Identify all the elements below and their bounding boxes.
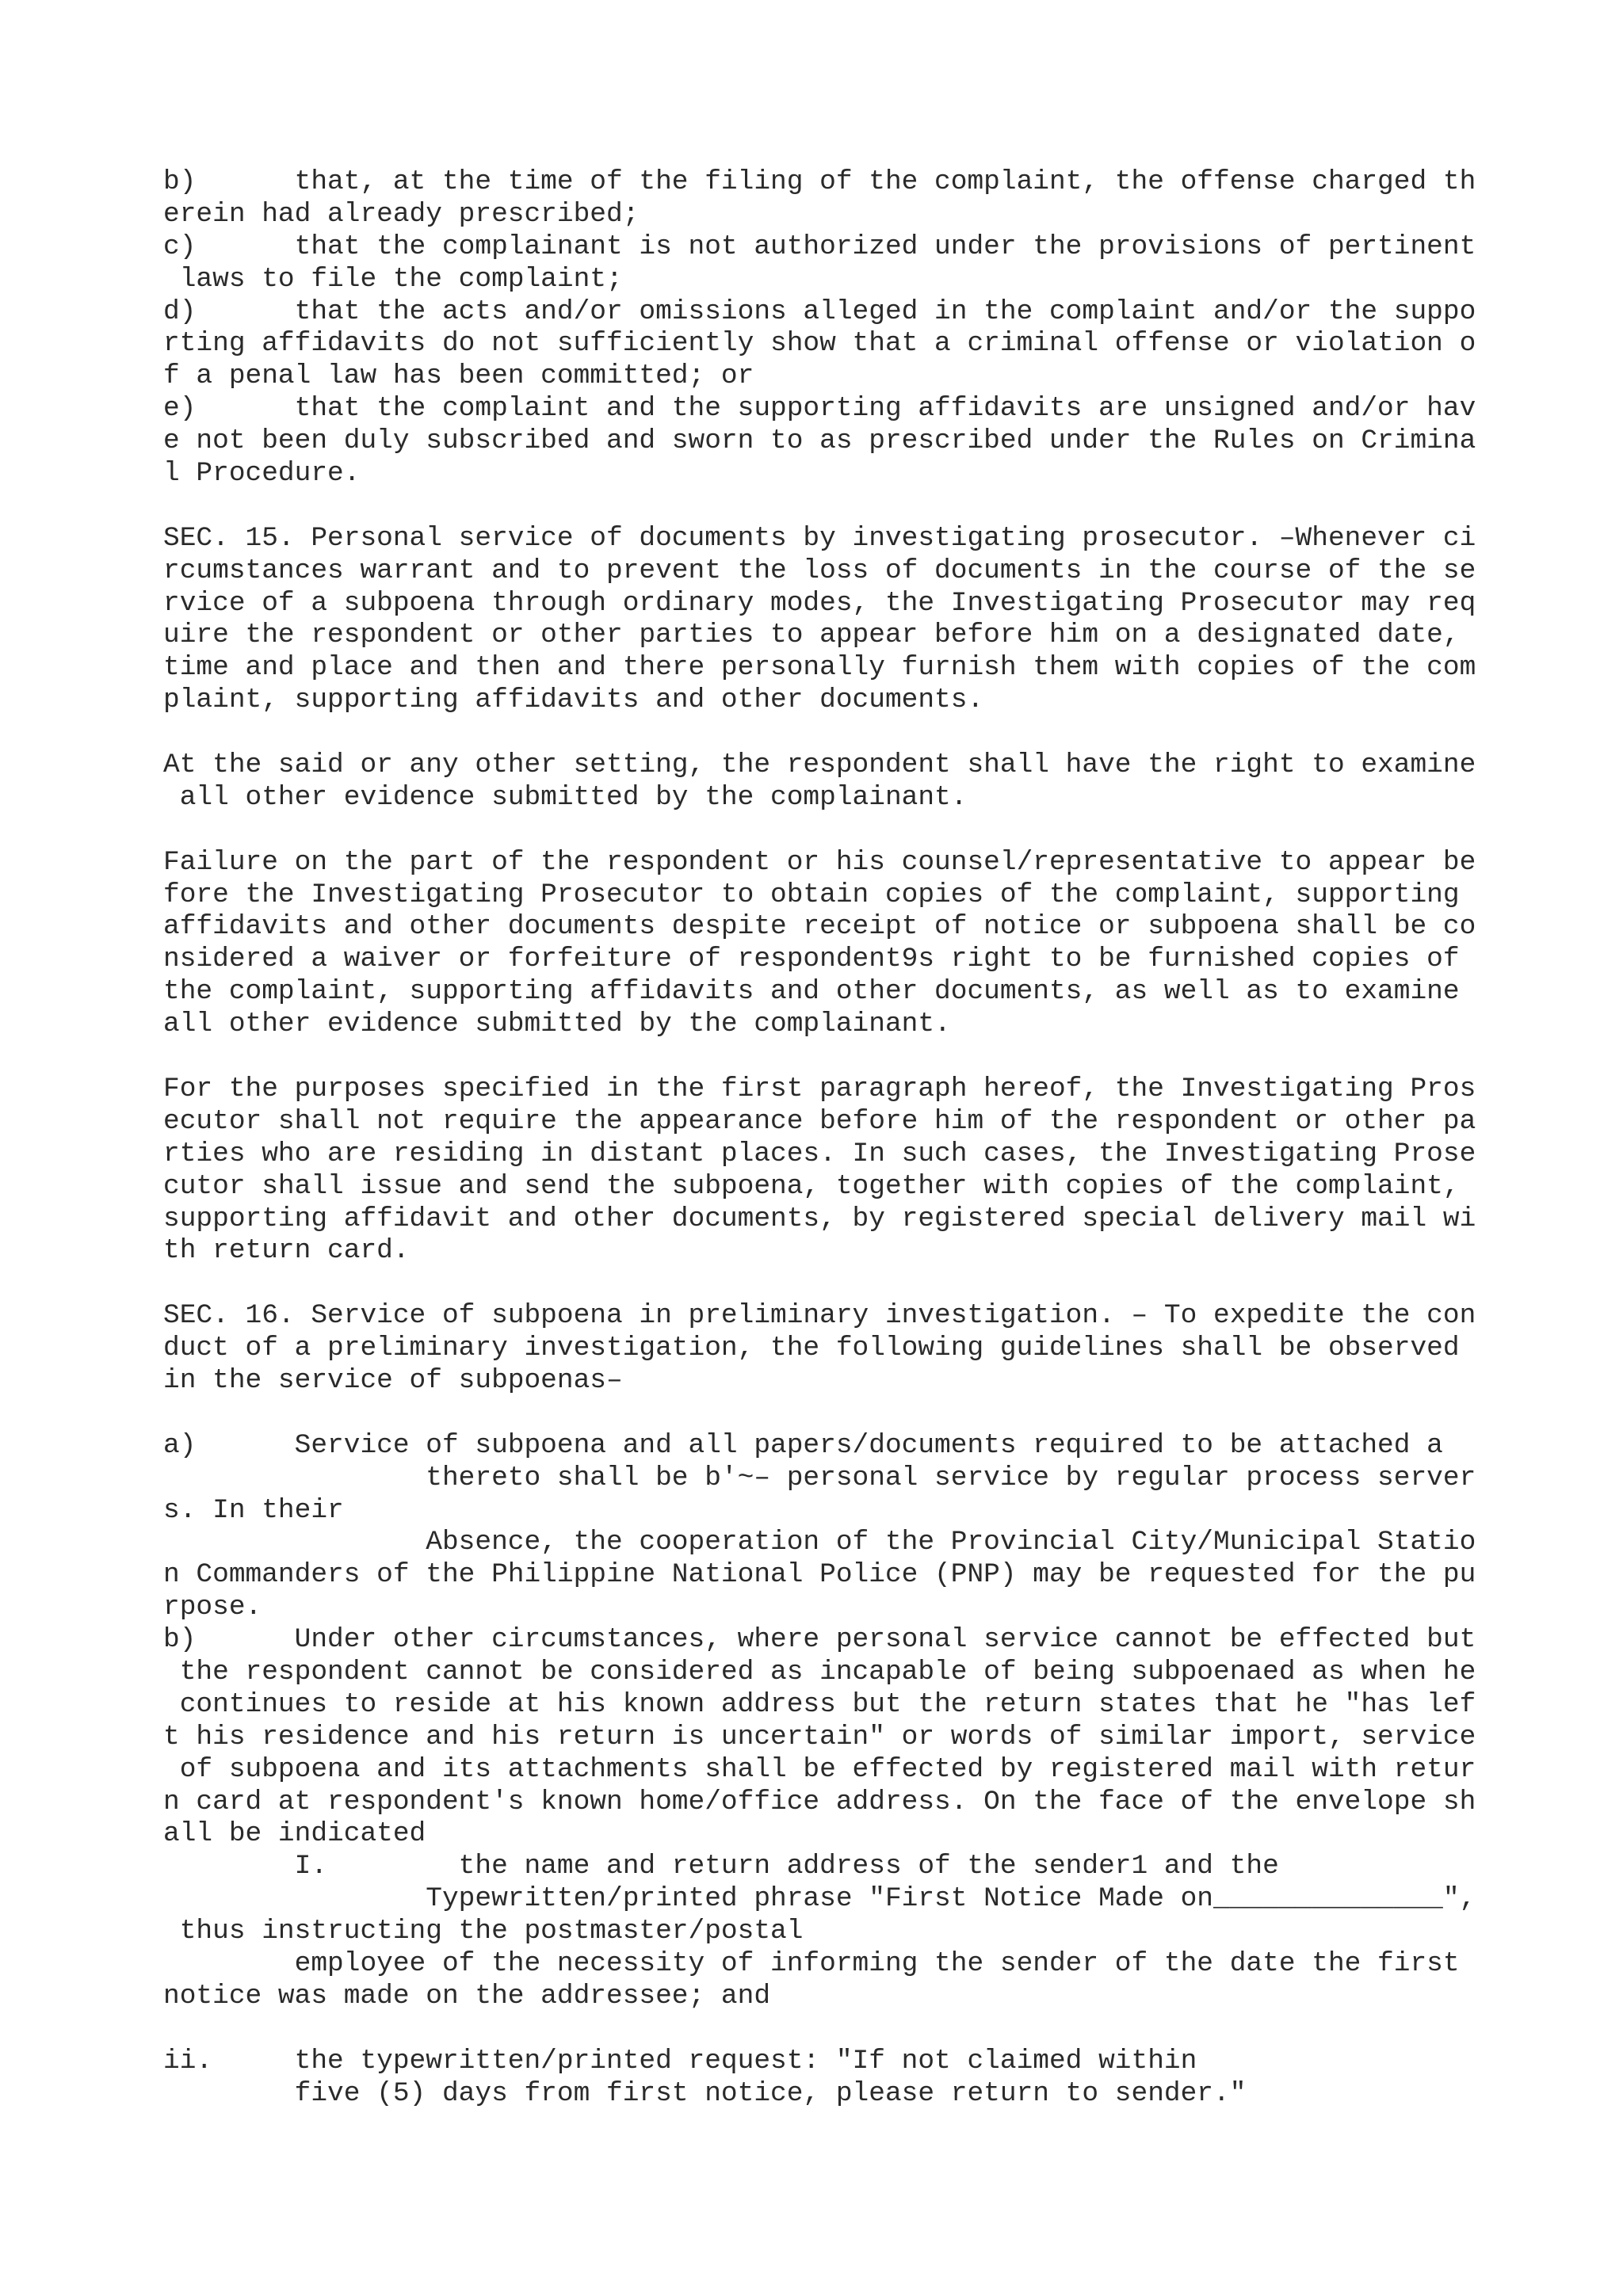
text-line: Typewritten/printed phrase "First Notice Made on______________", [163,1883,1476,1915]
text-line: the respondent cannot be considered as incapable of being subpoenaed as when he [163,1656,1476,1688]
sec-15-paragraph-3 [163,847,1590,1041]
text-line: all be indicated [163,1818,426,1850]
text-line: l Procedure. [163,458,361,490]
text-line: c) that the complainant is not authorized under the provisions of pertinent [163,231,1476,262]
text-line: SEC. 16. Service of subpoena in preliminary investigation. – To expedite the con [163,1300,1476,1332]
paragraph-gap [163,717,1590,749]
text-line: rting affidavits do not sufficiently show that a criminal offense or violation o [163,328,1476,360]
text-line: Absence, the cooperation of the Provincial City/Municipal Statio [163,1527,1476,1558]
sec-15-paragraph-2 [163,749,1590,814]
text-line: At the said or any other setting, the respondent shall have the right to examine [163,749,1476,781]
text-line: fore the Investigating Prosecutor to obtain copies of the complaint, supporting [163,879,1460,910]
paragraph-gap [163,2013,1590,2046]
text-line: supporting affidavit and other documents, by registered special delivery mail wi [163,1203,1476,1234]
text-line: thus instructing the postmaster/postal [163,1916,804,1947]
text-line: n Commanders of the Philippine National Police (PNP) may be requested for the pu [163,1559,1476,1591]
text-line: notice was made on the addressee; and [163,1980,771,2012]
sec-16-clause-b [163,1624,1590,1851]
sec-16-clause-a [163,1430,1590,1624]
text-line: thereto shall be b'~– personal service by regular process server [163,1462,1476,1493]
text-line: uire the respondent or other parties to appear before him on a designated date, [163,620,1460,651]
text-line: cutor shall issue and send the subpoena, together with copies of the complaint, [163,1170,1460,1202]
text-line: plaint, supporting affidavits and other documents. [163,685,984,716]
text-line: five (5) days from first notice, please return to sender." [163,2077,1247,2109]
sec-16-item-ii [163,2046,1590,2111]
text-line: Failure on the part of the respondent or his counsel/representative to appear be [163,846,1476,878]
clause-e-grounds [163,393,1590,490]
text-line: th return card. [163,1235,410,1267]
text-line: ii. the typewritten/printed request: "If not claimed within [163,2045,1197,2077]
text-line: e) that the complaint and the supporting affidavits are unsigned and/or hav [163,393,1476,425]
clause-d-grounds [163,296,1590,394]
clause-c-grounds [163,231,1590,296]
text-line: n card at respondent's known home/office address. On the face of the envelope sh [163,1786,1476,1817]
text-line: of subpoena and its attachments shall be effected by registered mail with retur [163,1753,1476,1785]
text-line: I. the name and return address of the sender1 and the [163,1851,1279,1882]
text-line: all other evidence submitted by the complainant. [163,1009,951,1040]
paragraph-gap [163,1398,1590,1430]
text-line: rvice of a subpoena through ordinary modes, the Investigating Prosecutor may req [163,587,1476,619]
text-line: t his residence and his return is uncertain" or words of similar import, service [163,1721,1476,1753]
paragraph-gap [163,814,1590,847]
text-line: laws to file the complaint; [163,263,623,295]
sec-16-item-i [163,1851,1590,2012]
text-line: b) Under other circumstances, where personal service cannot be effected but [163,1624,1476,1656]
paragraph-gap [163,1268,1590,1300]
text-line: nsidered a waiver or forfeiture of respondent9s right to be furnished copies of [163,944,1460,975]
text-line: rties who are residing in distant places. In such cases, the Investigating Prose [163,1138,1476,1169]
text-line: erein had already prescribed; [163,198,640,230]
text-line: all other evidence submitted by the complainant. [163,781,968,813]
text-line: rcumstances warrant and to prevent the loss of documents in the course of the se [163,555,1476,586]
text-line: in the service of subpoenas– [163,1364,623,1396]
paragraph-gap [163,490,1590,523]
text-line: affidavits and other documents despite receipt of notice or subpoena shall be co [163,911,1476,943]
text-line: rpose. [163,1592,262,1623]
sec-15-paragraph-1 [163,523,1590,717]
text-line: s. In their [163,1494,344,1526]
text-line: the complaint, supporting affidavits and other documents, as well as to examine [163,976,1460,1008]
text-line: d) that the acts and/or omissions alleged in the complaint and/or the suppo [163,296,1476,327]
text-line: time and place and then and there personally furnish them with copies of the com [163,652,1476,684]
text-line: b) that, at the time of the filing of the complaint, the offense charged th [163,166,1476,197]
sec-16-paragraph-1 [163,1300,1590,1398]
text-line: f a penal law has been committed; or [163,360,754,392]
text-line: duct of a preliminary investigation, the following guidelines shall be observed [163,1333,1460,1364]
text-line: For the purposes specified in the first paragraph hereof, the Investigating Pros [163,1073,1476,1104]
text-line: e not been duly subscribed and sworn to as prescribed under the Rules on Crimina [163,425,1476,457]
text-line: continues to reside at his known address but the return states that he "has lef [163,1688,1476,1720]
document-body [163,166,1590,2110]
text-line: a) Service of subpoena and all papers/documents required to be attached a [163,1429,1443,1461]
paragraph-gap [163,1041,1590,1074]
sec-15-paragraph-4 [163,1074,1590,1268]
text-line: SEC. 15. Personal service of documents by investigating prosecutor. –Whenever ci [163,522,1476,554]
clause-b-grounds [163,166,1590,231]
text-line: employee of the necessity of informing the sender of the date the first [163,1947,1460,1979]
text-line: ecutor shall not require the appearance before him of the respondent or other pa [163,1105,1476,1137]
